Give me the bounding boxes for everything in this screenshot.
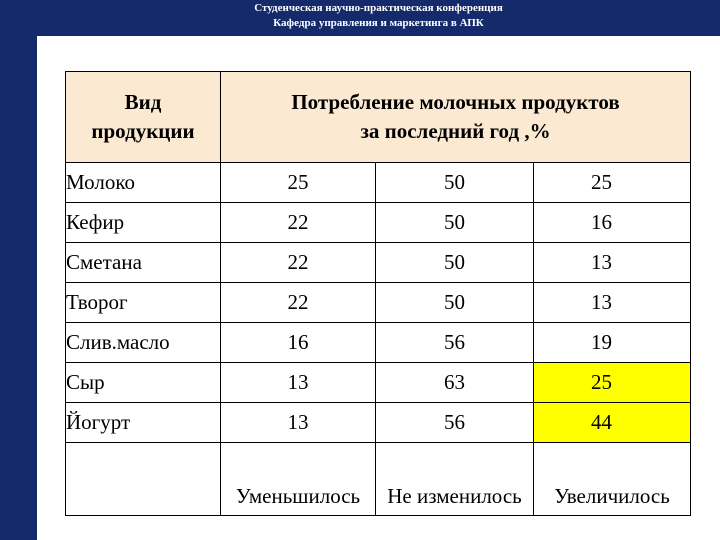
increased-column-label: Увеличилось — [534, 443, 691, 516]
unchanged-value: 50 — [376, 203, 534, 243]
table-row — [66, 163, 691, 203]
product-name: Творог — [66, 283, 221, 323]
increased-value: 16 — [534, 203, 691, 243]
increased-value-highlighted: 44 — [534, 403, 691, 443]
increased-value: 13 — [534, 283, 691, 323]
unchanged-column-label: Не изменилось — [376, 443, 534, 516]
decreased-value: 13 — [221, 363, 376, 403]
product-type-header-line2: продукции — [91, 119, 195, 143]
decreased-value: 25 — [221, 163, 376, 203]
unchanged-value: 50 — [376, 243, 534, 283]
unchanged-value: 56 — [376, 403, 534, 443]
table-row — [66, 403, 691, 443]
unchanged-value: 56 — [376, 323, 534, 363]
decreased-value: 22 — [221, 243, 376, 283]
product-name: Сметана — [66, 243, 221, 283]
table-row — [66, 203, 691, 243]
left-side-bar — [0, 0, 37, 540]
product-name: Йогурт — [66, 403, 221, 443]
consumption-header-line2: за последний год ,% — [360, 119, 551, 143]
product-name: Сыр — [66, 363, 221, 403]
dairy-consumption-table — [65, 71, 691, 516]
product-name: Молоко — [66, 163, 221, 203]
consumption-header-line1: Потребление молочных продуктов — [291, 90, 620, 114]
product-type-header — [66, 72, 221, 163]
table-row — [66, 363, 691, 403]
slide-header-bar — [37, 0, 720, 36]
department-title: Кафедра управления и маркетинга в АПК — [273, 17, 484, 29]
decreased-column-label: Уменьшилось — [221, 443, 376, 516]
increased-value: 19 — [534, 323, 691, 363]
increased-value: 25 — [534, 163, 691, 203]
footer-empty-cell — [66, 443, 221, 516]
table-row — [66, 323, 691, 363]
consumption-header — [221, 72, 691, 163]
decreased-value: 13 — [221, 403, 376, 443]
table-row — [66, 283, 691, 323]
product-name: Кефир — [66, 203, 221, 243]
increased-value-highlighted: 25 — [534, 363, 691, 403]
table-row — [66, 243, 691, 283]
decreased-value: 22 — [221, 203, 376, 243]
unchanged-value: 63 — [376, 363, 534, 403]
product-type-header-line1: Вид — [124, 90, 162, 114]
increased-value: 13 — [534, 243, 691, 283]
table-footer-row — [66, 443, 691, 516]
unchanged-value: 50 — [376, 163, 534, 203]
unchanged-value: 50 — [376, 283, 534, 323]
product-name: Слив.масло — [66, 323, 221, 363]
decreased-value: 16 — [221, 323, 376, 363]
conference-title: Студенческая научно-практическая конференция — [254, 2, 503, 14]
decreased-value: 22 — [221, 283, 376, 323]
table-header-row — [66, 72, 691, 163]
